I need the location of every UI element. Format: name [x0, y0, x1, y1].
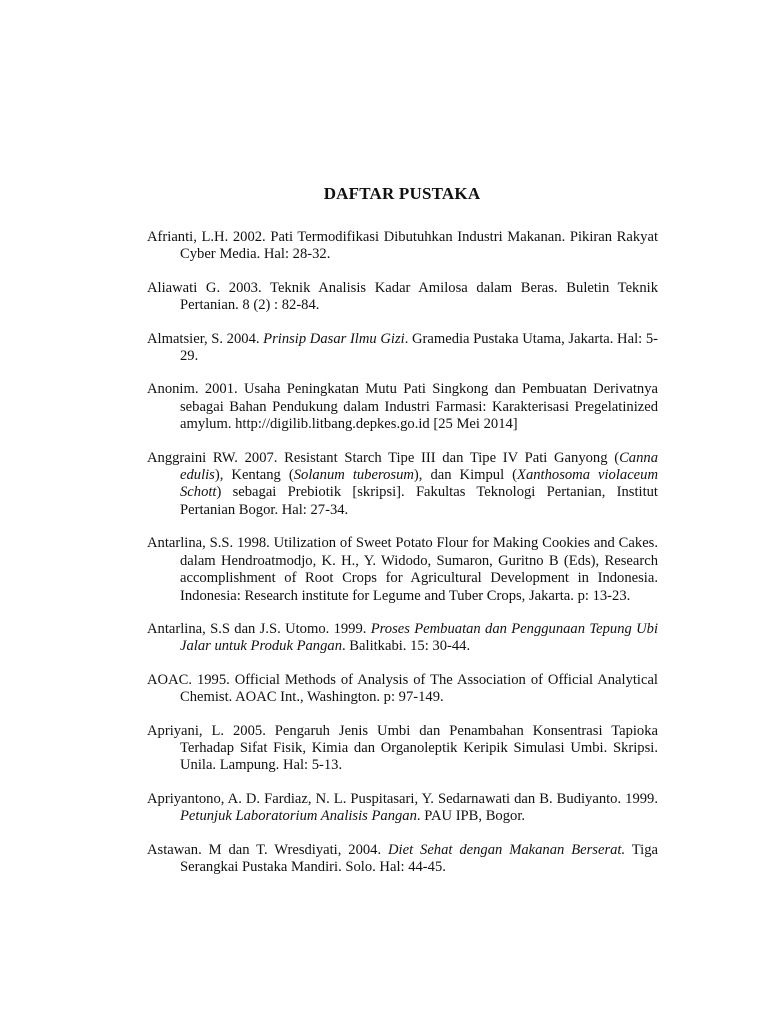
reference-italic-text: Proses Pembuatan dan Penggunaan Tepung Ubi Jalar untuk Produk Pangan — [180, 620, 658, 655]
reference-text: Aliawati G. 2003. Teknik Analisis Kadar Amilosa dalam Beras. Buletin Teknik Pertanian. 8 (2) : 82-84. — [147, 279, 658, 314]
reference-text: Apriyani, L. 2005. Pengaruh Jenis Umbi dan Penambahan Konsentrasi Tapioka Terhadap Sifat Fisik, Kimia dan Organoleptik Keripik Simulasi Umbi. Skripsi. Unila. Lampung. Hal: 5-13. — [147, 722, 658, 774]
reference-text: Antarlina, S.S dan J.S. Utomo. 1999. — [147, 620, 371, 637]
reference-entry — [147, 621, 658, 656]
reference-entry — [147, 842, 658, 877]
reference-text: . Gramedia Pustaka Utama, Jakarta. Hal: 5-29. — [180, 330, 658, 365]
reference-entry — [147, 450, 658, 520]
page-title: DAFTAR PUSTAKA — [323, 184, 481, 203]
reference-text: ), dan Kimpul ( — [413, 467, 518, 484]
reference-list — [147, 229, 658, 892]
reference-entry — [147, 280, 658, 315]
reference-italic-text: Prinsip Dasar Ilmu Gizi — [263, 330, 405, 347]
reference-entry — [147, 672, 658, 707]
reference-italic-text: Canna edulis — [180, 449, 658, 484]
reference-text: Almatsier, S. 2004. — [147, 330, 264, 347]
reference-text: Anonim. 2001. Usaha Peningkatan Mutu Pati Singkong dan Pembuatan Derivatnya sebagai Bahan Pendukung dalam Industri Farmasi: Karakterisasi Pregelatinized amylum. http://digilib.litbang.depkes.go.id [25 Mei 2014] — [147, 381, 658, 433]
reference-text: ), Kentang ( — [214, 467, 294, 484]
reference-entry — [147, 229, 658, 264]
reference-text: Anggraini RW. 2007. Resistant Starch Tipe III dan Tipe IV Pati Ganyong ( — [147, 449, 620, 466]
reference-text: Antarlina, S.S. 1998. Utilization of Sweet Potato Flour for Making Cookies and Cakes. dalam Hendroatmodjo, K. H., Y. Widodo, Sumaron, Guritno B (Eds), Research accomplishment of Root Crops for Agricultural Development in Indonesia. Indonesia: Research institute for Legume and Tuber Crops, Jakarta. p: 13-23. — [147, 535, 658, 604]
reference-italic-text: Solanum tuberosum — [293, 467, 414, 484]
reference-entry — [147, 331, 658, 366]
reference-entry — [147, 791, 658, 826]
reference-text: . PAU IPB, Bogor. — [416, 808, 526, 825]
reference-text: Apriyantono, A. D. Fardiaz, N. L. Puspitasari, Y. Sedarnawati dan B. Budiyanto. 1999. — [147, 790, 658, 807]
reference-italic-text: Petunjuk Laboratorium Analisis Pangan — [180, 808, 417, 825]
reference-text: ) sebagai Prebiotik [skripsi]. Fakultas Teknologi Pertanian, Institut Pertanian Bogor. Hal: 27-34. — [180, 484, 658, 518]
reference-text: Afrianti, L.H. 2002. Pati Termodifikasi Dibutuhkan Industri Makanan. Pikiran Rakyat Cyber Media. Hal: 28-32. — [147, 229, 658, 263]
reference-italic-text: Xanthosoma violaceum Schott — [180, 467, 658, 501]
reference-entry — [147, 535, 658, 605]
reference-italic-text: Diet Sehat dengan Makanan Berserat. — [388, 841, 626, 858]
reference-text: Astawan. M dan T. Wresdiyati, 2004. — [147, 841, 389, 858]
reference-entry — [147, 723, 658, 775]
reference-text: . Balitkabi. 15: 30-44. — [342, 638, 471, 655]
reference-entry — [147, 381, 658, 433]
reference-text: Tiga Serangkai Pustaka Mandiri. Solo. Hal: 44-45. — [180, 841, 659, 875]
reference-text: AOAC. 1995. Official Methods of Analysis of The Association of Official Analytical Chemist. AOAC Int., Washington. p: 97-149. — [147, 671, 658, 706]
